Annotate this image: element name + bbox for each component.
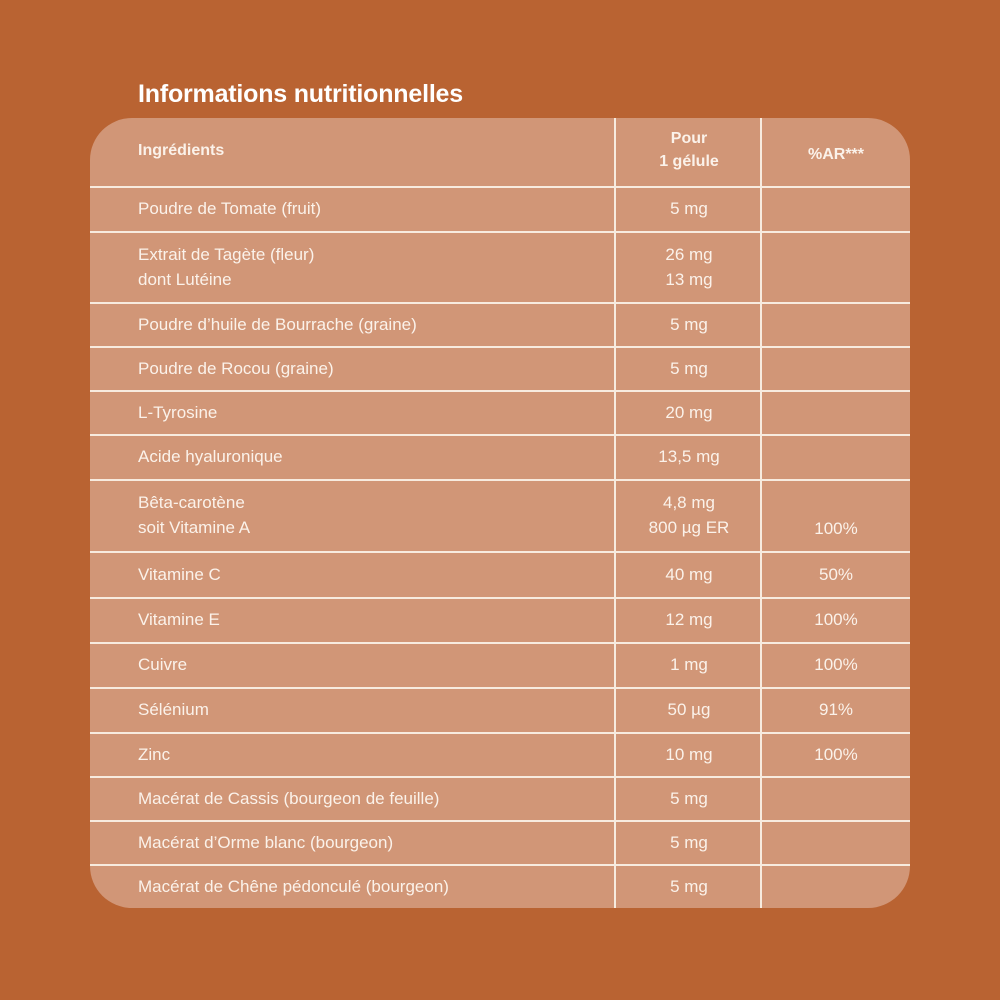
ingredient-ar: 100% [814, 655, 858, 674]
ingredient-amount: 5 mg [670, 876, 708, 896]
ingredient-name: Vitamine E [138, 610, 220, 629]
ingredient-amount-line1: 26 mg [665, 244, 713, 264]
header-per-capsule-line1: Pour [670, 130, 708, 147]
ingredient-amount: 10 mg [665, 744, 713, 764]
table-row [90, 186, 910, 231]
ingredient-amount: 5 mg [670, 314, 708, 334]
ingredient-ar: 50% [818, 564, 854, 584]
table-row [90, 776, 910, 820]
ingredient-name: Poudre de Tomate (fruit) [138, 199, 321, 218]
ingredient-name: Sélénium [138, 700, 209, 719]
ingredient-ar [762, 346, 910, 390]
ingredient-name: Poudre d’huile de Bourrache (graine) [138, 314, 417, 334]
ingredient-ar [762, 302, 910, 346]
ingredient-name: Acide hyaluronique [138, 447, 283, 466]
ingredient-ar [762, 776, 910, 820]
ingredient-name-line1: Extrait de Tagète (fleur) [138, 244, 315, 264]
ingredient-name: L-Tyrosine [138, 402, 218, 422]
ingredient-name: Cuivre [138, 655, 188, 674]
ingredient-name-line1: Bêta-carotène [138, 493, 245, 512]
nutrition-table [90, 118, 910, 908]
ingredient-name: Vitamine C [138, 564, 221, 584]
ingredient-ar [762, 864, 910, 908]
header-per-capsule [616, 118, 762, 186]
ingredient-amount: 5 mg [670, 358, 708, 378]
ingredient-amount: 40 mg [665, 564, 713, 584]
ingredient-name [138, 231, 608, 302]
ingredient-amount: 20 mg [665, 402, 713, 422]
ingredient-amount [616, 479, 762, 551]
table-row [90, 390, 910, 434]
ingredient-name-line2: soit Vitamine A [138, 518, 251, 537]
ingredient-amount: 5 mg [670, 199, 708, 218]
ingredient-amount: 13,5 mg [658, 447, 720, 466]
ingredient-name: Poudre de Rocou (graine) [138, 358, 334, 378]
table-row [90, 732, 910, 776]
ingredient-amount: 50 µg [667, 700, 711, 719]
ingredient-amount: 1 mg [670, 655, 708, 674]
table-row [90, 346, 910, 390]
ingredient-ar [762, 434, 910, 479]
header-ingredients: Ingrédients [138, 142, 225, 159]
table-row [90, 642, 910, 687]
table-row [90, 687, 910, 732]
ingredient-amount-line1: 4,8 mg [663, 493, 715, 512]
ingredient-ar: 100% [814, 610, 858, 629]
ingredient-amount-line2: 800 µg ER [648, 518, 730, 537]
header-ar: %AR*** [807, 146, 864, 163]
page-title: Informations nutritionnelles [138, 80, 463, 108]
table-row [90, 551, 910, 597]
table-row [90, 231, 910, 302]
table-row [90, 820, 910, 864]
ingredient-ar [762, 231, 910, 302]
ingredient-ar: 91% [818, 700, 854, 719]
ingredient-ar [762, 820, 910, 864]
ingredient-name: Macérat de Cassis (bourgeon de feuille) [138, 788, 440, 808]
ingredient-amount: 5 mg [670, 832, 708, 852]
ingredient-ar: 100% [814, 744, 858, 764]
ingredient-ar [762, 186, 910, 231]
table-row [90, 479, 910, 551]
table-header [90, 118, 910, 186]
ingredient-name [138, 479, 608, 551]
ingredient-amount: 5 mg [670, 788, 708, 808]
ingredient-amount: 12 mg [665, 610, 713, 629]
ingredient-name: Zinc [138, 744, 171, 764]
table-row [90, 302, 910, 346]
ingredient-ar [762, 390, 910, 434]
ingredient-name-line2: dont Lutéine [138, 269, 232, 289]
table-row [90, 597, 910, 642]
ingredient-amount-line2: 13 mg [665, 269, 713, 289]
ingredient-name: Macérat d’Orme blanc (bourgeon) [138, 832, 394, 852]
ingredient-amount [616, 231, 762, 302]
ingredient-name: Macérat de Chêne pédonculé (bourgeon) [138, 876, 449, 896]
table-row [90, 864, 910, 908]
ingredient-ar: 100% [814, 519, 858, 538]
table-row [90, 434, 910, 479]
header-per-capsule-line2: 1 gélule [659, 153, 719, 170]
